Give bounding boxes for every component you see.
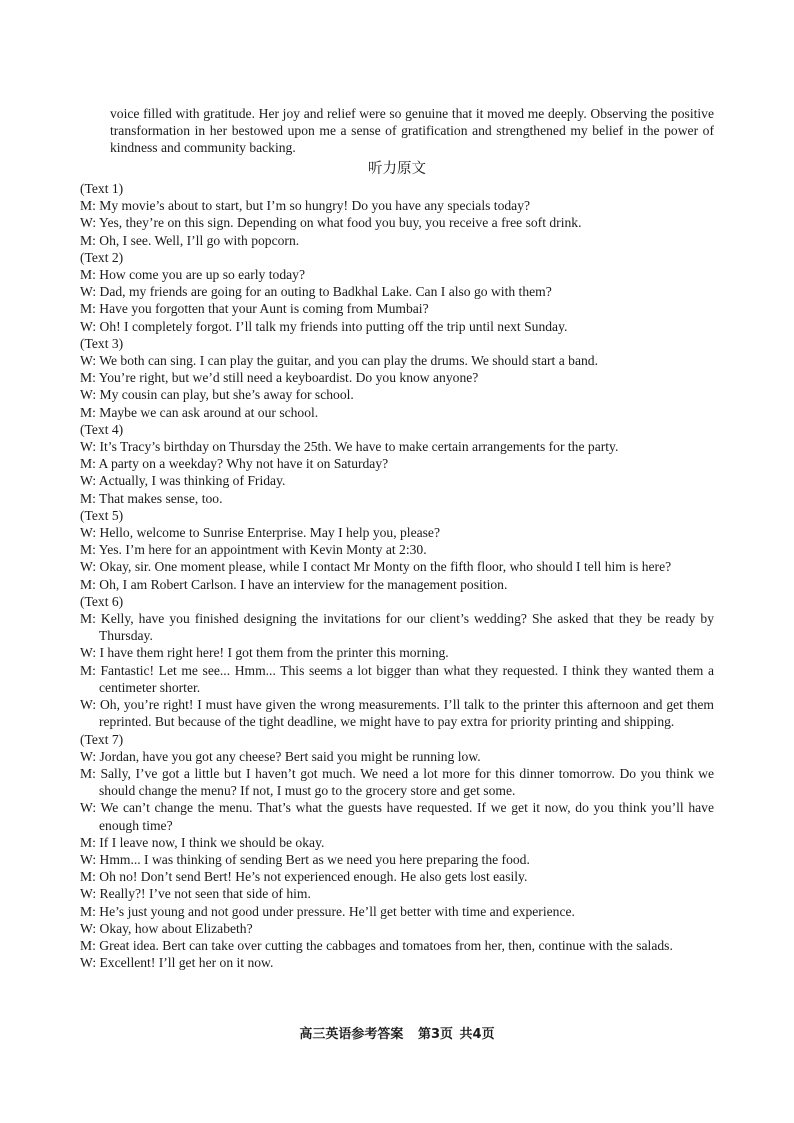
dialogue-line: M: Sally, I’ve got a little but I haven’t got much. We need a lot more for this dinner tomorrow. Do you think we should change the menu? If not, I must go to the grocery store and get some. xyxy=(80,765,714,799)
dialogue-line: M: If I leave now, I think we should be okay. xyxy=(80,834,325,850)
dialogue-line: M: Oh, I see. Well, I’ll go with popcorn. xyxy=(80,232,300,248)
dialogue-line: W: Actually, I was thinking of Friday. xyxy=(80,473,286,489)
dialogue-line: W: Oh! I completely forgot. I’ll talk my friends into putting off the trip until next Sunday. xyxy=(80,318,568,334)
dialogue-line: W: It’s Tracy’s birthday on Thursday the 25th. We have to make certain arrangements for the party. xyxy=(80,439,619,455)
dialogue-line: W: Hmm... I was thinking of sending Bert as we need you here preparing the food. xyxy=(80,851,530,867)
dialogue-line: M: He’s just young and not good under pressure. He’ll get better with time and experience. xyxy=(80,903,575,919)
dialogue-line: M: How come you are up so early today? xyxy=(80,267,305,283)
footer-page-info: 第3页 共4页 xyxy=(417,1027,495,1042)
text-label: (Text 5) xyxy=(80,507,124,523)
text-label: (Text 2) xyxy=(80,249,124,265)
dialogue-line: M: Kelly, have you finished designing the invitations for our client’s wedding? She asked that they be ready by Thursday. xyxy=(80,611,714,644)
dialogue-line: W: We can’t change the menu. That’s what the guests have requested. If we get it now, do you think you’ll have enough time? xyxy=(80,800,714,833)
dialogue-line: W: Really?! I’ve not seen that side of him. xyxy=(80,886,311,902)
page-footer xyxy=(0,1023,794,1042)
dialogue-line: M: You’re right, but we’d still need a keyboardist. Do you know anyone? xyxy=(80,370,479,386)
dialogue-line: W: Oh, you’re right! I must have given the wrong measurements. I’ll talk to the printer this afternoon and get them reprinted. But because of the tight deadline, we might have to pay extra for priority printing and shipping. xyxy=(80,697,714,730)
dialogue-line: M: That makes sense, too. xyxy=(80,490,223,506)
dialogue-line: W: Hello, welcome to Sunrise Enterprise. May I help you, please? xyxy=(80,525,441,541)
dialogue-line: W: Okay, sir. One moment please, while I contact Mr Monty on the fifth floor, who should I tell him is here? xyxy=(80,559,672,575)
dialogue-line: W: We both can sing. I can play the guitar, and you can play the drums. We should start a band. xyxy=(80,353,598,369)
text-label: (Text 4) xyxy=(80,421,124,437)
dialogue-line: M: Maybe we can ask around at our school. xyxy=(80,404,319,420)
dialogue-line: M: Fantastic! Let me see... Hmm... This seems a lot bigger than what they requested. I think they wanted them a centimeter shorter. xyxy=(80,662,714,695)
text-label: (Text 6) xyxy=(80,593,124,609)
dialogue-line: W: Okay, how about Elizabeth? xyxy=(80,920,253,936)
text-label: (Text 1) xyxy=(80,181,124,196)
dialogue-line: W: Excellent! I’ll get her on it now. xyxy=(80,955,274,971)
dialogue-line: M: Have you forgotten that your Aunt is coming from Mumbai? xyxy=(80,301,429,317)
dialogue-line: W: My cousin can play, but she’s away for school. xyxy=(80,387,354,403)
text-label: (Text 3) xyxy=(80,335,124,351)
dialogue-line: M: My movie’s about to start, but I’m so hungry! Do you have any specials today? xyxy=(80,198,531,214)
dialogue-line: M: Oh no! Don’t send Bert! He’s not experienced enough. He also gets lost easily. xyxy=(80,869,528,885)
intro-paragraph: voice filled with gratitude. Her joy and relief were so genuine that it moved me deeply. Observing the positive transformation in her bestowed upon me a sense of gratification and strengthened my belief in the power of kindness and community backing. xyxy=(110,105,714,155)
text-label: (Text 7) xyxy=(80,731,124,747)
listening-transcript xyxy=(80,180,714,971)
footer-doc-title: 高三英语参考答案 xyxy=(299,1027,404,1042)
dialogue-line: M: Yes. I’m here for an appointment with Kevin Monty at 2:30. xyxy=(80,542,427,558)
dialogue-line: M: Oh, I am Robert Carlson. I have an interview for the management position. xyxy=(80,576,508,592)
dialogue-line: M: A party on a weekday? Why not have it on Saturday? xyxy=(80,456,389,472)
dialogue-line: M: Great idea. Bert can take over cutting the cabbages and tomatoes from her, then, continue with the salads. xyxy=(80,937,673,953)
dialogue-line: W: I have them right here! I got them from the printer this morning. xyxy=(80,645,449,661)
section-title: 听力原文 xyxy=(368,161,426,177)
dialogue-line: W: Yes, they’re on this sign. Depending on what food you buy, you receive a free soft drink. xyxy=(80,215,582,231)
dialogue-line: W: Jordan, have you got any cheese? Bert said you might be running low. xyxy=(80,748,481,764)
dialogue-line: W: Dad, my friends are going for an outing to Badkhal Lake. Can I also go with them? xyxy=(80,284,552,300)
